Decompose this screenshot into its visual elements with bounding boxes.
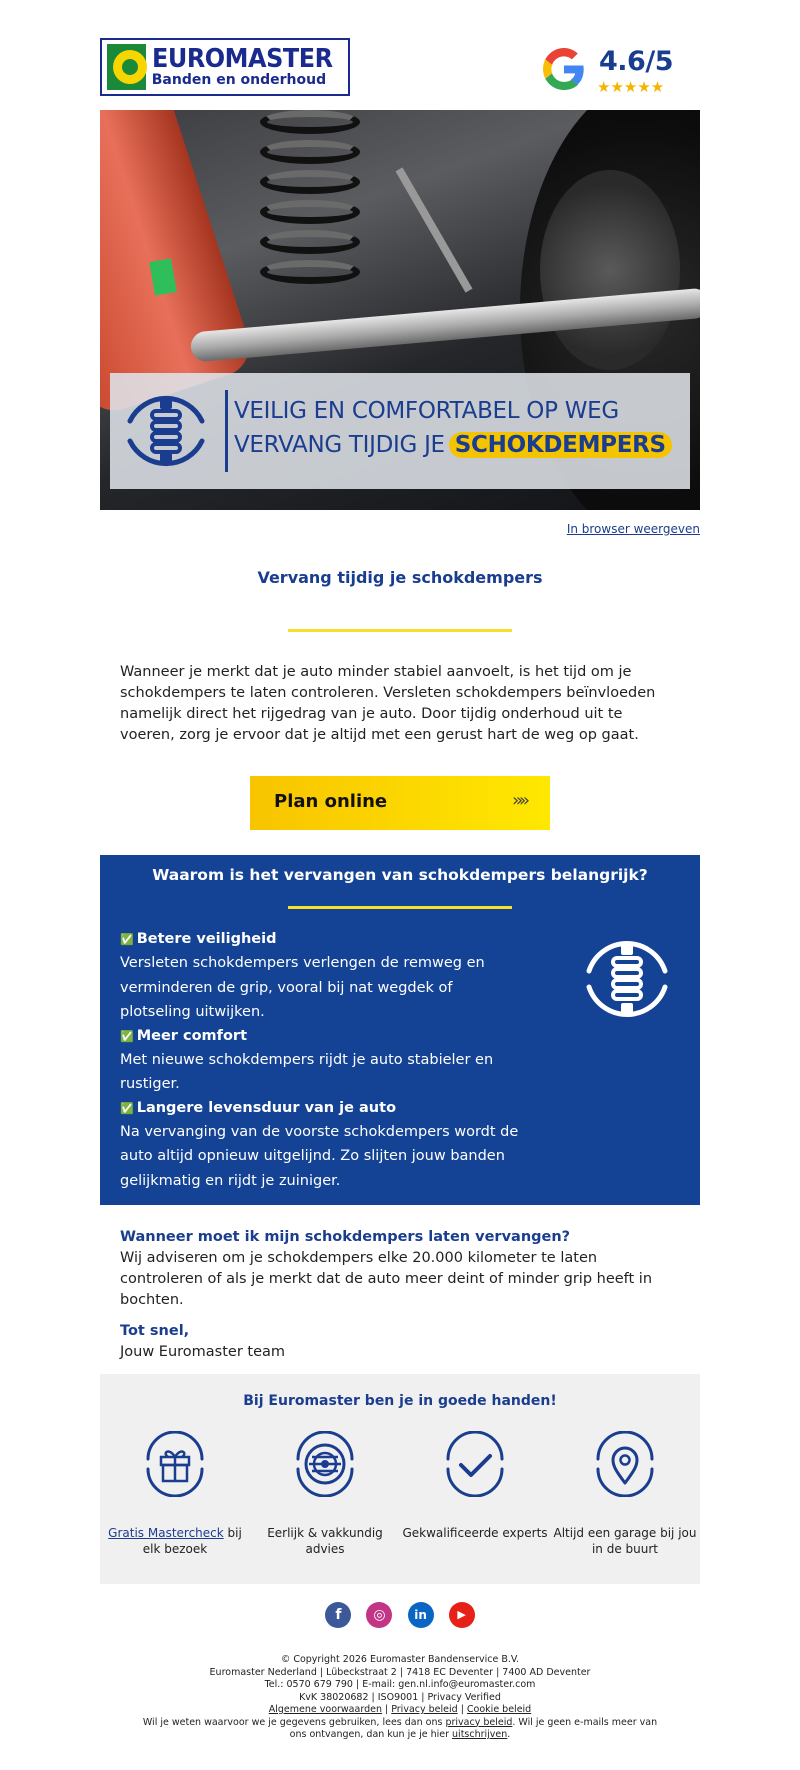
check-icon: ✅ — [120, 1029, 134, 1043]
google-icon — [543, 48, 585, 90]
benefit-title: Langere levensduur van je auto — [136, 1099, 397, 1116]
youtube-icon[interactable]: ▶ — [449, 1602, 475, 1628]
benefit-text: Versleten schokdempers verlengen de remweg en verminderen de grip, vooral bij nat wegdek of plotseling uitwijken. — [120, 955, 485, 1020]
privacy-link[interactable]: Privacy beleid — [391, 1704, 458, 1715]
logo-tagline: Banden en onderhoud — [151, 72, 327, 88]
terms-link[interactable]: Algemene voorwaarden — [268, 1704, 382, 1715]
signoff-text: Jouw Euromaster team — [120, 1344, 286, 1360]
hero-headline-line2: VERVANG TIJDIG JE SCHOKDEMPERS — [234, 432, 672, 458]
footer-links: Algemene voorwaarden | Privacy beleid | Cookie beleid — [268, 1704, 532, 1715]
hero-highlight: SCHOKDEMPERS — [449, 432, 672, 458]
unsubscribe-link[interactable]: uitschrijven — [452, 1729, 508, 1740]
check-icon: ✅ — [120, 1101, 134, 1115]
why-section — [100, 855, 700, 1205]
euromaster-emblem-icon — [107, 44, 146, 90]
signoff — [100, 1321, 700, 1363]
hero-banner — [110, 373, 690, 489]
view-in-browser-link[interactable]: In browser weergeven — [566, 522, 700, 536]
footer-privacy-note: Wil je weten waarvoor we je gegevens gebruiken, lees dan ons privacy beleid. Wil je geen e-mails meer van ons ontvangen, dan kun je je hier uitschrijven. — [142, 1716, 658, 1740]
tire-tread-icon — [292, 1431, 358, 1497]
privacy-policy-link[interactable]: privacy beleid — [445, 1716, 513, 1728]
title-divider — [288, 629, 512, 632]
logo-brand-text: EUROMASTER — [151, 44, 333, 74]
cookie-link[interactable]: Cookie beleid — [466, 1704, 532, 1715]
check-icon: ✅ — [120, 933, 134, 946]
footer — [100, 1654, 700, 1742]
checkmark-icon — [442, 1431, 508, 1497]
euromaster-logo[interactable] — [100, 38, 350, 96]
trust-text: Altijd een garage bij jou in de buurt — [553, 1526, 697, 1556]
footer-address: Euromaster Nederland | Lübeckstraat 2 | 7418 EC Deventer | 7400 AD Deventer — [209, 1666, 591, 1678]
trust-item-garage — [550, 1431, 700, 1557]
hero-image[interactable] — [100, 110, 700, 510]
footer-copyright: © Copyright 2026 Euromaster Bandenservice B.V. — [280, 1654, 520, 1665]
trust-item-experts — [400, 1431, 550, 1541]
trust-title: Bij Euromaster ben je in goede handen! — [243, 1393, 557, 1409]
when-title: Wanneer moet ik mijn schokdempers laten vervangen? — [120, 1229, 571, 1245]
shock-absorber-icon — [577, 929, 677, 1029]
trust-section — [100, 1374, 700, 1584]
benefit-item — [120, 1025, 520, 1097]
double-chevron-right-icon: »» — [511, 790, 526, 811]
benefits-list — [120, 928, 520, 1193]
header — [100, 0, 700, 110]
linkedin-icon[interactable]: in — [408, 1602, 434, 1628]
plan-online-label: Plan online — [274, 791, 388, 812]
when-text: Wij adviseren om je schokdempers elke 20.000 kilometer te laten controleren of als je merkt dat de auto meer deint of minder grip heeft in bochten. — [120, 1250, 653, 1308]
benefit-text: Met nieuwe schokdempers rijdt je auto stabieler en rustiger. — [120, 1051, 494, 1092]
google-rating[interactable] — [543, 44, 683, 94]
benefit-item — [120, 1097, 520, 1194]
when-section — [100, 1227, 700, 1311]
trust-item-advice — [250, 1431, 400, 1557]
why-divider — [288, 906, 512, 909]
benefit-item — [120, 928, 520, 1025]
facebook-icon[interactable]: f — [325, 1602, 351, 1628]
trust-text: Eerlijk & vakkundig advies — [267, 1526, 383, 1556]
instagram-icon[interactable]: ◎ — [366, 1602, 392, 1628]
signoff-title: Tot snel, — [120, 1323, 190, 1339]
location-pin-icon — [592, 1431, 658, 1497]
footer-contact: Tel.: 0570 679 790 | E-mail: gen.nl.info@euromaster.com — [264, 1679, 536, 1690]
why-title: Waarom is het vervangen van schokdempers belangrijk? — [152, 866, 648, 884]
trust-text: Gekwalificeerde experts — [402, 1526, 548, 1540]
intro-paragraph: Wanneer je merkt dat je auto minder stabiel aanvoelt, is het tijd om je schokdempers te laten controleren. Versleten schokdempers beïnvloeden namelijk direct het rijgedrag van je auto. Door tijdig onderhoud uit te voeren, zorg je ervoor dat je altijd met een gerust hart de weg op gaat. — [120, 664, 656, 743]
trust-item-mastercheck: Gratis Mastercheck bij elk bezoek — [100, 1431, 250, 1557]
plan-online-button[interactable] — [250, 776, 550, 830]
rating-stars: ★★★★★ — [597, 78, 665, 96]
gift-icon — [142, 1431, 208, 1497]
rating-score: 4.6/5 — [599, 46, 673, 77]
benefit-title: Betere veiligheid — [136, 931, 277, 947]
social-links — [100, 1602, 700, 1632]
benefit-title: Meer comfort — [136, 1027, 248, 1044]
hero-headline-line1: VEILIG EN COMFORTABEL OP WEG — [234, 398, 619, 424]
mastercheck-link[interactable]: Gratis Mastercheck — [108, 1526, 224, 1540]
footer-kvk: KvK 38020682 | ISO9001 | Privacy Verified — [299, 1691, 501, 1703]
browser-link-row — [100, 522, 700, 536]
benefit-text: Na vervanging van de voorste schokdempers wordt de auto altijd opnieuw uitgelijnd. Zo slijten jouw banden gelijkmatig en rijdt je zuiniger. — [120, 1123, 519, 1189]
shock-absorber-icon — [116, 381, 216, 481]
page-title: Vervang tijdig je schokdempers — [257, 568, 543, 587]
